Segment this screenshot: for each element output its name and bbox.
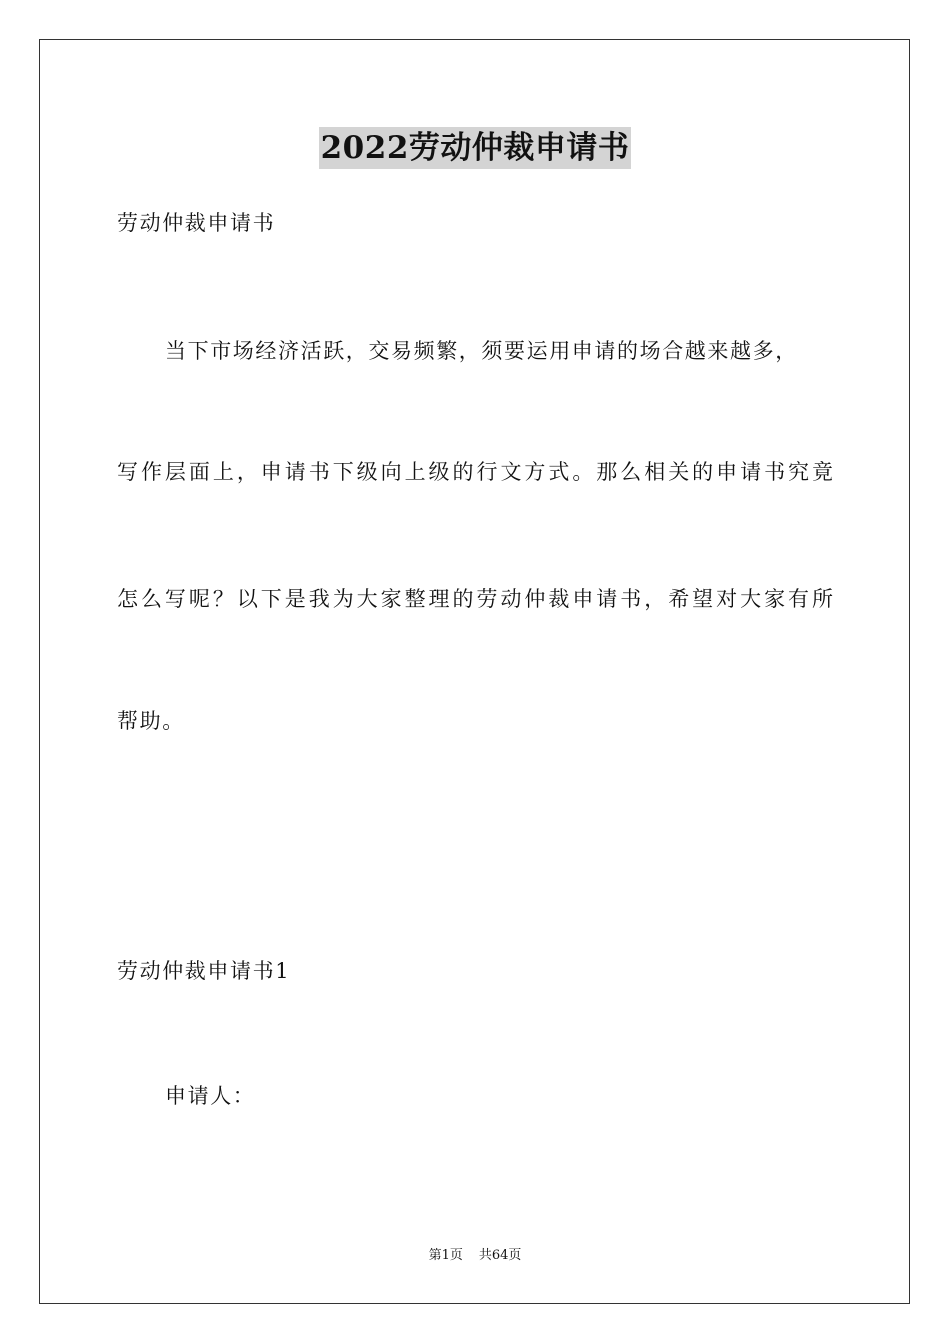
applicant-label: 申请人： <box>165 1084 256 1108</box>
document-title: 2022劳动仲裁申请书 <box>319 127 632 169</box>
intro-line-3: 怎么写呢？以下是我为大家整理的劳动仲裁申请书，希望对大家有所 <box>117 587 833 611</box>
intro-line-2: 写作层面上，申请书下级向上级的行文方式。那么相关的申请书究竟 <box>117 460 833 484</box>
title-container <box>0 127 950 169</box>
intro-line-1: 当下市场经济活跃，交易频繁，须要运用申请的场合越来越多， <box>165 339 798 363</box>
page-number: 第1页 <box>428 1248 463 1263</box>
intro-line-4: 帮助。 <box>117 709 185 733</box>
page-footer <box>0 1246 950 1266</box>
section-heading: 劳动仲裁申请书1 <box>117 959 291 983</box>
page-total: 共64页 <box>478 1248 522 1263</box>
document-subtitle: 劳动仲裁申请书 <box>117 211 276 235</box>
